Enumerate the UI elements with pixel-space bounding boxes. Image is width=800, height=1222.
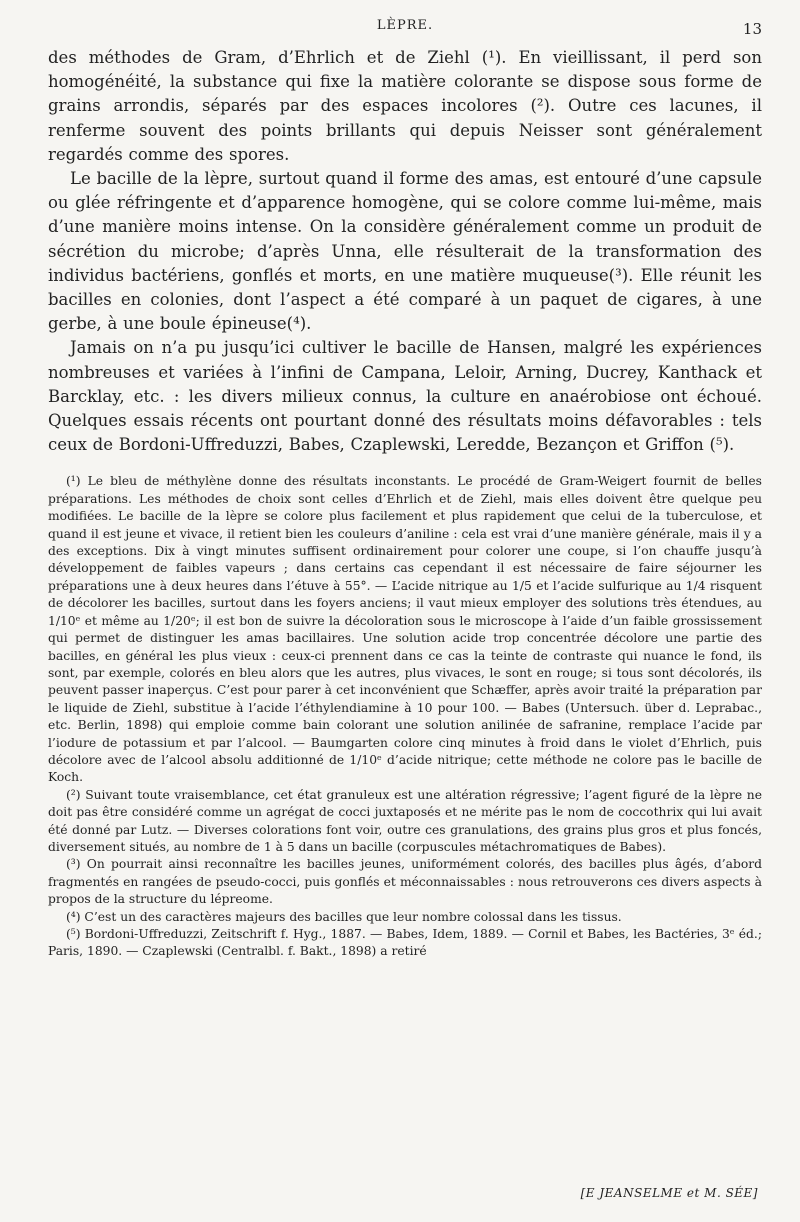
footnote-1: (¹) Le bleu de méthylène donne des résultats inconstants. Le procédé de Gram-Weigert fournit de belles préparations. Les méthodes de choix sont celles d’Ehrlich et de Ziehl, mais elles doivent être quelque peu modifiées. Le bacille de la lèpre se colore plus facilement et plus rapidement que celui de la tuberculose, et quand il est jeune et vivace, il retient bien les couleurs d’aniline : cela est vrai d’une manière générale, mais il y a des exceptions. Dix à vingt minutes suffisent ordinairement pour colorer une coupe, si l’on chauffe jusqu’à développement de faibles vapeurs ; dans certains cas cependant il est nécessaire de faire séjourner les préparations une à deux heures dans l’étuve à 55°. — L’acide nitrique au 1/5 et l’acide sulfurique au 1/4 risquent de décolorer les bacilles, surtout dans les foyers anciens; il vaut mieux employer des solutions très étendues, au 1/10ᵉ et même au 1/20ᵉ; il est bon de suivre la décoloration sous le microscope à l’aide d’un faible grossissement qui permet de distinguer les amas bacillaires. Une solution acide trop concentrée décolore une partie des bacilles, en général les plus vieux : ceux-ci prennent dans ce cas la teinte de contraste qui nuance le fond, ils sont, par exemple, colorés en bleu alors que les autres, plus vivaces, le sont en rouge; si tous sont décolorés, ils peuvent passer inaperçus. C’est pour parer à cet inconvénient que Schæffer, après avoir traité la préparation par le liquide de Ziehl, substitue à l’acide l’éthylendiamine à 10 pour 100. — Babes (Untersuch. über d. Leprabac., etc. Berlin, 1898) qui emploie comme bain colorant une solution anilinée de safranine, remplace l’acide par l’iodure de potassium et par l’alcool. — Baumgarten colore cinq minutes à froid dans le violet d’Ehrlich, puis décolore avec de l’alcool absolu additionné de 1/10ᵉ d’acide nitrique; cette méthode ne colore pas le bacille de Koch.: [48, 474, 762, 785]
body-paragraph-3: Jamais on n’a pu jusqu’ici cultiver le bacille de Hansen, malgré les expériences nombreuses et variées à l’infini de Campana, Leloir, Arning, Ducrey, Kanthack et Barcklay, etc. : les divers milieux connus, la culture en anaérobiose ont échoué. Quelques essais récents ont pourtant donné des résultats moins défavorables : tels ceux de Bordoni-Uffreduzzi, Babes, Czaplewski, Leredde, Bezançon et Griffon (⁵).: [48, 338, 762, 455]
running-head: LÈPRE.: [376, 18, 434, 33]
body-paragraph-2: Le bacille de la lèpre, surtout quand il forme des amas, est entouré d’une capsule ou glée réfringente et d’apparence homogène, qui se colore comme lui-même, mais d’une manière moins intense. On la considère généralement comme un produit de sécrétion du microbe; d’après Unna, elle résulterait de la transformation des individus bactériens, gonflés et morts, en une matière muqueuse(³). Elle réunit les bacilles en colonies, dont l’aspect a été comparé à un paquet de cigares, à une gerbe, à une boule épineuse(⁴).: [48, 169, 762, 334]
book-page: [48, 14, 762, 961]
footnote-5: (⁵) Bordoni-Uffreduzzi, Zeitschrift f. Hyg., 1887. — Babes, Idem, 1889. — Cornil et Babes, les Bactéries, 3ᵉ éd.; Paris, 1890. — Czaplewski (Centralbl. f. Bakt., 1898) a retiré: [48, 927, 762, 959]
page-number: 13: [742, 20, 762, 38]
footnote-3: (³) On pourrait ainsi reconnaître les bacilles jeunes, uniformément colorés, des bacilles plus âgés, d’abord fragmentés en rangées de pseudo-cocci, puis gonflés et méconnaissables : nous retrouverons ces divers aspects à propos de la structure du lépreome.: [48, 857, 762, 907]
body-paragraph-1: des méthodes de Gram, d’Ehrlich et de Ziehl (¹). En vieillissant, il perd son homogénéité, la substance qui fixe la matière colorante se dispose sous forme de grains arrondis, séparés par des espaces incolores (²). Outre ces lacunes, il renferme souvent des points brillants qui depuis Neisser sont généralement regardés comme des spores.: [48, 48, 762, 164]
footnote-4: (⁴) C’est un des caractères majeurs des bacilles que leur nombre colossal dans les tissus.: [66, 909, 622, 924]
author-credit: [E JEANSELME et M. SÉE]: [580, 1186, 758, 1200]
main-text: [48, 46, 762, 457]
footnote-2: (²) Suivant toute vraisemblance, cet état granuleux est une altération régressive; l’agent figuré de la lèpre ne doit pas être considéré comme un agrégat de cocci juxtaposés et ne mérite pas le nom de coccothrix qui lui avait été donné par Lutz. — Diverses colorations font voir, outre ces granulations, des grains plus gros et plus foncés, diversement situés, au nombre de 1 à 5 dans un bacille (corpuscules métachromatiques de Babes).: [48, 787, 762, 854]
footnotes: [48, 473, 762, 960]
page-header: [48, 14, 762, 46]
